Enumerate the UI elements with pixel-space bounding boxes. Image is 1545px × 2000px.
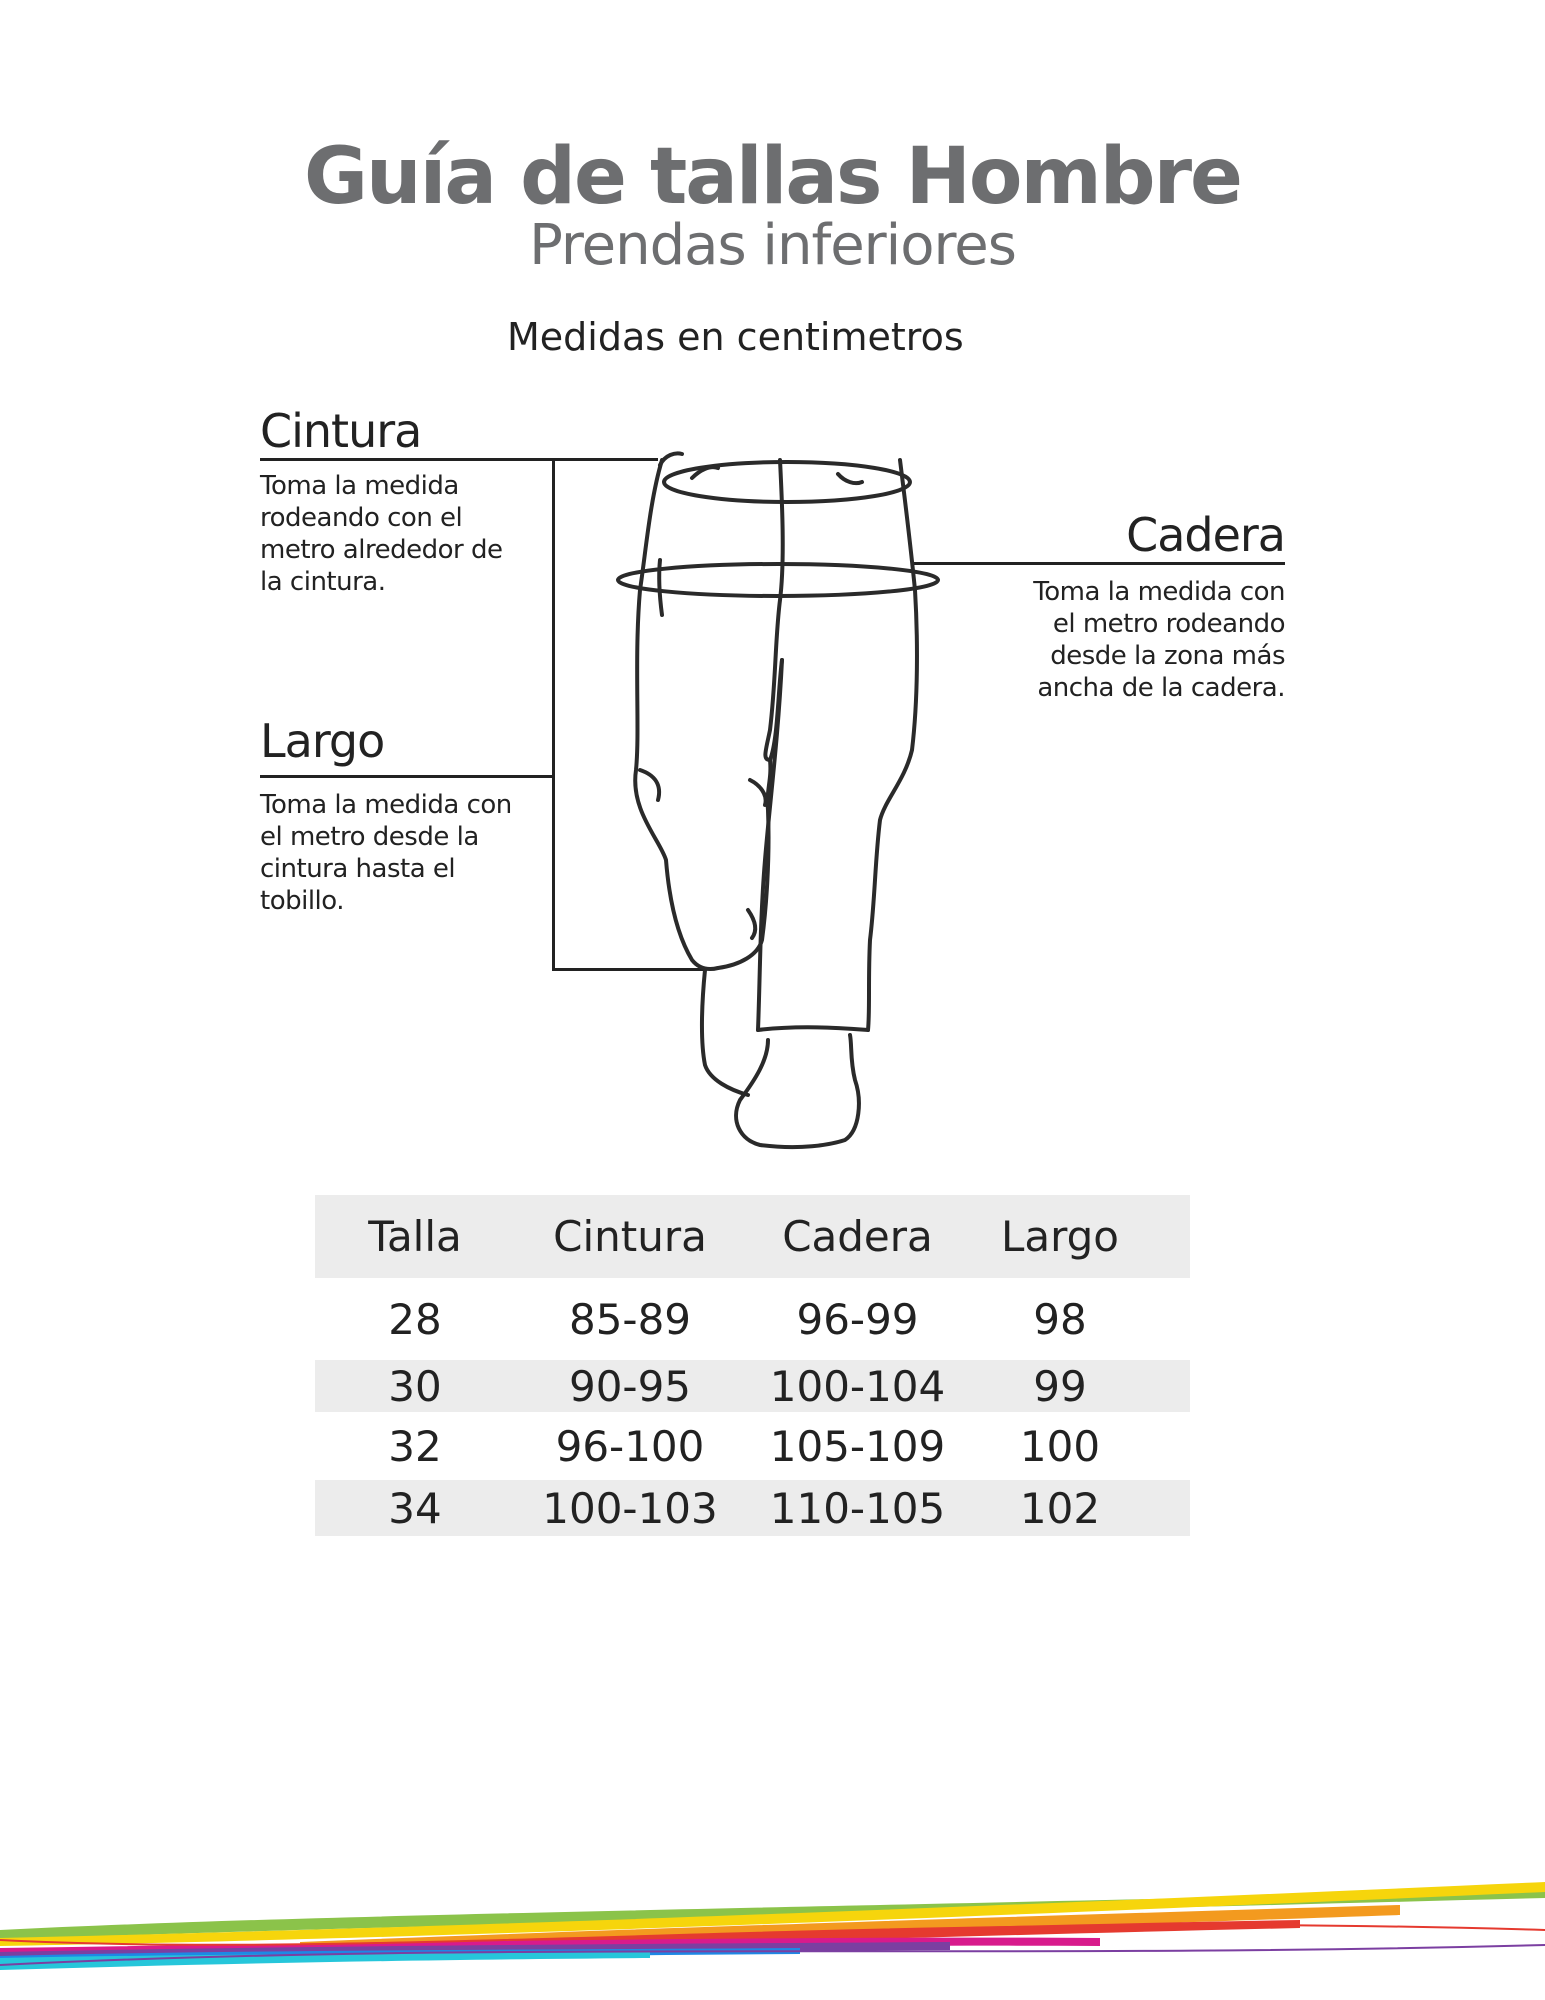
table-row: [315, 1278, 1190, 1360]
table-cell: 85-89: [568, 1294, 692, 1344]
table-cell: 96-100: [555, 1421, 705, 1471]
cintura-heading: Cintura: [260, 404, 422, 458]
page-title: Guía de tallas Hombre: [304, 132, 1241, 222]
table-cell: 90-95: [568, 1361, 692, 1411]
hip-measure-ring: [618, 564, 938, 596]
rainbow-ribbon-decoration: [0, 1870, 1545, 1970]
largo-leader-line: [260, 775, 555, 778]
cadera-instructions: [1010, 576, 1285, 704]
largo-line: Toma la medida con: [260, 790, 512, 820]
largo-line: el metro desde la: [260, 822, 479, 852]
column-header-cintura: Cintura: [553, 1212, 707, 1261]
cintura-line: metro alrededor de: [260, 535, 503, 565]
largo-line: tobillo.: [260, 886, 344, 916]
table-cell: 100-103: [542, 1483, 718, 1533]
waist-measure-ring: [664, 462, 910, 502]
size-table: [315, 1195, 1190, 1536]
table-cell: 28: [388, 1294, 442, 1344]
table-cell: 96-99: [796, 1294, 919, 1344]
cadera-leader-line: [912, 562, 1285, 565]
table-cell: 110-105: [769, 1483, 946, 1533]
table-row: [315, 1480, 1190, 1536]
table-cell: 99: [1033, 1361, 1087, 1411]
cintura-instructions: [260, 470, 520, 598]
cadera-line: el metro rodeando: [1052, 609, 1285, 639]
largo-heading: Largo: [260, 714, 385, 768]
cadera-line: Toma la medida con: [1033, 577, 1285, 607]
cadera-line: ancha de la cadera.: [1037, 673, 1285, 703]
table-row: [315, 1412, 1190, 1480]
length-bracket-vertical: [552, 458, 555, 971]
table-cell: 105-109: [769, 1421, 946, 1471]
largo-instructions: [260, 789, 520, 917]
table-cell: 98: [1033, 1294, 1087, 1344]
cintura-line: Toma la medida: [260, 471, 459, 501]
table-cell: 100: [1019, 1421, 1101, 1471]
table-cell: 30: [388, 1361, 442, 1411]
cadera-heading: Cadera: [1126, 508, 1285, 562]
largo-line: cintura hasta el: [260, 854, 456, 884]
table-row: [315, 1360, 1190, 1412]
column-header-largo: Largo: [1000, 1212, 1120, 1261]
table-cell: 100-104: [769, 1361, 946, 1411]
table-header-row: [315, 1195, 1190, 1278]
column-header-cadera: Cadera: [782, 1212, 933, 1261]
pants-outline-icon: [600, 440, 960, 1170]
table-cell: 32: [388, 1421, 442, 1471]
cintura-line: la cintura.: [260, 567, 386, 597]
table-cell: 34: [388, 1483, 442, 1533]
column-header-talla: Talla: [368, 1212, 462, 1261]
cadera-line: desde la zona más: [1050, 641, 1285, 671]
cintura-leader-line: [260, 458, 658, 461]
table-cell: 102: [1019, 1483, 1101, 1533]
page-subtitle: Prendas inferiores: [529, 213, 1016, 278]
cintura-line: rodeando con el: [260, 503, 463, 533]
units-note: Medidas en centimetros: [507, 315, 964, 359]
